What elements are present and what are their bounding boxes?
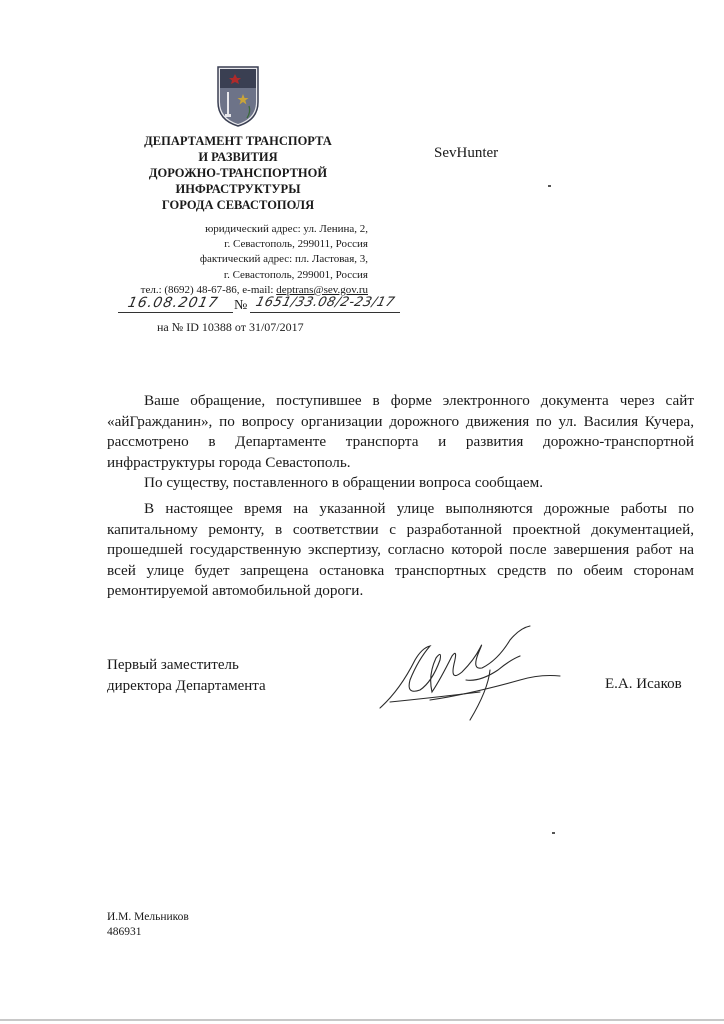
number-sign: № (234, 298, 248, 313)
reference-line: на № ID 10388 от 31/07/2017 (157, 320, 304, 334)
department-name (108, 133, 368, 213)
address-block (108, 222, 368, 298)
scan-speck (552, 832, 555, 834)
registration-line (108, 295, 398, 317)
department-line: И РАЗВИТИЯ (198, 150, 278, 164)
number-underline (250, 312, 400, 313)
department-line: ДЕПАРТАМЕНТ ТРАНСПОРТА (144, 134, 332, 148)
handwritten-date: 16.08.2017 (126, 295, 220, 311)
signatory-title-line: Первый заместитель (107, 657, 239, 673)
letter-body (107, 391, 694, 602)
date-underline (118, 312, 233, 313)
recipient: SevHunter (434, 145, 499, 161)
scan-speck (548, 185, 551, 187)
executor-name: И.М. Мельников (107, 911, 189, 923)
phone-text: тел.: (8692) 48-67-86, e-mail: (140, 283, 277, 296)
body-paragraph: По существу, поставленного в обращении вопроса сообщаем. (144, 474, 544, 492)
department-line: ГОРОДА СЕВАСТОПОЛЯ (161, 198, 315, 212)
address-line: юридический адрес: ул. Ленина, 2, (205, 223, 368, 235)
signatory-name: Е.А. Исаков (605, 676, 682, 692)
executor-phone: 486931 (107, 926, 142, 938)
body-paragraph: Ваше обращение, поступившее в форме электронного документа через сайт «айГражданин», по вопросу организации дорожного движения по ул. Василия Кучера, рассмотрено в Департаменте транспорта и развития дорожно-транспортной инфраструктуры города Севастополь. (107, 392, 694, 471)
department-line: ДОРОЖНО-ТРАНСПОРТНОЙ (148, 166, 328, 180)
sevastopol-coat-of-arms-icon (213, 64, 263, 128)
handwritten-number: 1651/33.08/2-23/17 (254, 295, 397, 310)
department-line: ИНФРАСТРУКТУРЫ (175, 182, 301, 196)
scan-edge-line (0, 1019, 724, 1021)
address-line: г. Севастополь, 299011, Россия (224, 238, 368, 251)
email-link[interactable]: deptrans@sev.gov.ru (276, 283, 368, 296)
executor-block (107, 910, 189, 940)
address-line: г. Севастополь, 299001, Россия (223, 268, 368, 281)
signatory-title-line: директора Департамента (107, 677, 266, 694)
signatory-title (107, 655, 266, 696)
handwritten-signature (370, 620, 570, 730)
body-paragraph: В настоящее время на указанной улице выполняются дорожные работы по капитальному ремонту, в соответствии с разработанной проектной документацией, прошедшей государственную экспертизу, согласно которой после завершения работ на всей улице будет запрещена остановка транспортных средств по обеим сторонам ремонтируемой автомобильной дороги. (107, 499, 694, 600)
address-line: фактический адрес: пл. Ластовая, 3, (199, 253, 368, 266)
